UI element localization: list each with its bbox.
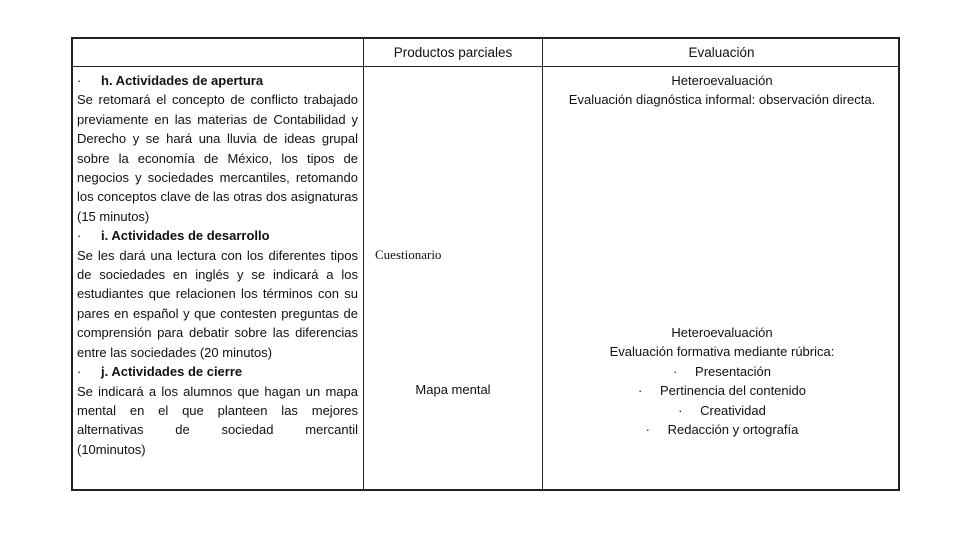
- bullet: ·: [77, 73, 82, 88]
- evaluation-desc: Evaluación diagnóstica informal: observación directa.: [568, 92, 876, 108]
- activity-title-text: j. Actividades de cierre: [101, 364, 243, 380]
- rubric-item-label: Creatividad: [700, 402, 766, 418]
- column-divider: [363, 39, 364, 489]
- activity-desarrollo-title: [77, 226, 358, 245]
- rubric-item: [544, 362, 900, 381]
- header-evaluation: Evaluación: [688, 45, 755, 60]
- rubric-item-label: Presentación: [695, 363, 771, 379]
- evaluation-diagnostic: [544, 71, 900, 110]
- activity-cierre-duration: (10minutos): [77, 441, 146, 457]
- activity-title-text: i. Actividades de desarrollo: [101, 228, 270, 244]
- product-mapa-mental: Mapa mental: [415, 382, 491, 397]
- rubric-item: [544, 381, 900, 400]
- activity-cierre-text: Se indicará a los alumnos que hagan un mapa mental en el que planteen las mejores alternativas de sociedad mercantil: [77, 383, 358, 438]
- bullet: ·: [638, 383, 643, 399]
- evaluation-type: Heteroevaluación: [671, 73, 773, 88]
- rubric-item: [544, 420, 900, 439]
- evaluation-desc: Evaluación formativa mediante rúbrica:: [609, 344, 835, 360]
- activity-cierre-title: [77, 362, 358, 381]
- column-divider: [542, 39, 543, 489]
- header-products: Productos parciales: [393, 45, 513, 60]
- activity-apertura-title: [77, 71, 358, 90]
- activity-desarrollo-text: Se les dará una lectura con los diferentes tipos de sociedades en inglés y se indicará a los estudiantes que relacionen los términos con su pares en español y que contesten preguntas de comprensión para debatir sobre las diferencias entre las sociedades (20 minutos): [77, 247, 358, 360]
- bullet: ·: [673, 363, 678, 379]
- bullet: ·: [77, 364, 82, 380]
- lesson-plan-table: [71, 37, 900, 491]
- rubric-item-label: Redacción y ortografía: [667, 422, 799, 438]
- bullet: ·: [678, 402, 683, 418]
- activities-column: [77, 71, 358, 459]
- evaluation-type: Heteroevaluación: [671, 325, 773, 340]
- header-divider: [73, 66, 898, 67]
- header-activities: [73, 39, 363, 66]
- activity-title-text: h. Actividades de apertura: [101, 73, 264, 88]
- product-cuestionario: Cuestionario: [375, 247, 442, 262]
- evaluation-formative: [544, 323, 900, 439]
- bullet: ·: [77, 228, 82, 244]
- activity-apertura-text: Se retomará el concepto de conflicto trabajado previamente en las materias de Contabilidad y Derecho y se hará una lluvia de ideas grupal sobre la economía de México, los tipos de negocios y sociedades mercantiles, retomando los conceptos clave de las otras dos asignaturas (15 minutos): [77, 92, 358, 224]
- rubric-item: [544, 401, 900, 420]
- bullet: ·: [645, 422, 650, 438]
- rubric-item-label: Pertinencia del contenido: [660, 383, 806, 399]
